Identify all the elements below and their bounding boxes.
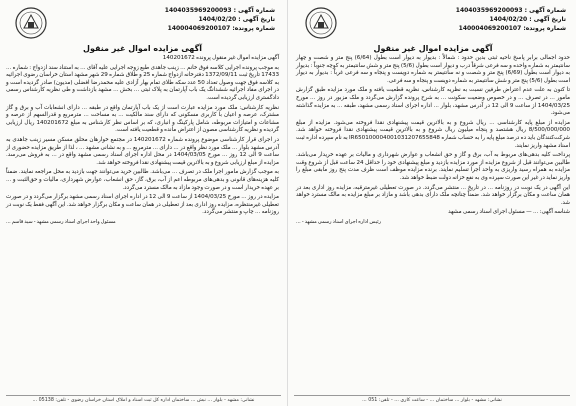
notice-header	[6, 4, 279, 44]
notice-paragraph: حدود اجمالی برابر پاسخ ناحیه ثبتی بدین حدود : شمالاً : بدیوار به دیوار است بطول (6/64) پنج متر و شصت و چهار سانتیمتر به شماره واحده و سه فرعی شرقاً درب و دیوار است بطول (5/6) پنج متر و شش سانتیمتر به کوچه جنوباً : بدیوار به دیوار است بطول (6/69) پنج متر و شصت و نه سانتیمتر به شماره دویست و پنجاه و سه فرعی غرباً : بدیوار به دیوار است بطول (5/6) پنج متر و شش سانتیمتر به شماره دویست و پنجاه و سه فرعی.	[296, 55, 570, 84]
notice-meta	[456, 6, 566, 33]
case-number: شماره پرونده: 140004069200107	[167, 25, 275, 32]
notice-paragraph: پرداخت کلیه بدهی‌های مربوط به آب، برق و گاز و حق انشعاب و عوارض شهرداری و مالیات بر عهده خریدار می‌باشد. طالبین می‌توانند قبل از شروع مزایده از مورد مزایده بازدید و مبلغ پیشنهادی خود را حداقل 24 ساعت قبل از شروع وقت مزایده به همراه رسید واریزی به واحد اجرا تسلیم نمایند. برنده مزایده موظف است ظرف مدت پنج روز مابقی مبلغ را واریز نماید در غیر این صورت سپرده وی به نفع خزانه دولت ضبط خواهد شد.	[296, 152, 571, 181]
notice-paragraph: مزایده در روز ... مورخ 1404/03/25 از ساعت 9 الی 12 در اداره اجرای اسناد رسمی مشهد برگزار می‌گردد و در صورت تعطیلی غیرمنتظره، مزایده روز اداری بعد از تعطیلی در همان ساعت و مکان برگزار خواهد شد. این آگهی فقط یک نوبت در روزنامه ... چاپ و منتشر می‌گردد.	[6, 194, 280, 216]
notice-body	[6, 55, 279, 225]
signature-line: مسئول واحد اجرای اسناد رسمی مشهد - سید قاسم ...	[6, 218, 116, 225]
notice-paragraph: این آگهی در یک نوبت در روزنامه ... در تاریخ ... منتشر می‌گردد. در صورت تعطیلی غیرمترقبه، مزایده روز اداری بعد در همان ساعت و مکان برگزار خواهد شد. ضمناً چنانچه ملک دارای بدهی باشد و مازاد بر مبلغ مزایده به مالک مسترد خواهد شد.	[296, 184, 570, 206]
notice-meta	[165, 6, 275, 33]
notice-paragraph: به موجب گزارش مامور اجرا ملک در تصرف ... می‌باشد. طالبین خرید می‌توانند جهت بازدید به محل مراجعه نمایند. ضمناً کلیه هزینه‌های قانونی و بدهی‌های مربوطه اعم از آب، برق، گاز، حق انشعاب، عوارض شهرداری، مالیات و حق‌الثبت و ... بر عهده خریدار است و در صورت وجود مازاد به مالک مسترد می‌گردد.	[6, 169, 279, 191]
notice-paragraph: تا کنون به علت عدم اعتراض طرفین نسبت به نظریه کارشناس، نظریه قطعیت یافته و ملک مورد مزایده طبق گزارش مامور ... در تصرف ... و در خصوص وضعیت سکونت ... به شرح پرونده گزارش می‌گردد و ملک مزبور در روز ... مورخ 1404/03/25 از ساعت 9 الی 12 در آدرس مشهد، بلوار ... اداره اجرای اسناد رسمی مشهد، طبقه ... به مزایده گذاشته می‌شود.	[296, 87, 571, 117]
notice-paragraph: آگهی مزایده اموال غیر منقول پرونده 140201672	[162, 55, 279, 61]
registry-emblem-icon	[304, 6, 338, 40]
registry-emblem-icon	[14, 6, 48, 40]
notice-title: آگهی مزایده اموال غیر منقول	[83, 44, 202, 53]
notice-number: شماره آگهی : 1404035969200093	[164, 7, 275, 14]
notice-footer: نشانی: مشهد - بلوار ... ساختمان ... - ساعت کاری ... - تلفن: 051 ...	[294, 395, 570, 404]
notice-title: آگهی مزایده اموال غیر منقول	[373, 44, 493, 53]
notice-date: تاریخ آگهی : 1404/02/20	[198, 16, 275, 23]
notice-header	[296, 4, 570, 44]
notice-paragraph: به موجب پرونده اجرایی کلاسه فوق خانم ... زینب جاهدی طبع زوجه اجرایی علیه آقای ... به استناد سند ازدواج : شماره ... 17433 تاریخ ثبت 1372/09/11 دفترخانه ازدواج شماره 25 و طلاق شماره 29 شهر مشهد استان خراسان رضوی اجرائیه به کلاسه فوق جهت وصول تعداد 50 عدد سکه طلای تمام بهار آزادی علیه محمدرضا افضلی (مدیون) صادر گردیده است و در اجرای مفاد اجرائیه ششدانگ یک باب آپارتمان به پلاک ثبتی ... بخش ... مشهد بازداشت و طی نظریه کارشناس رسمی دادگستری ارزیابی گردیده است.	[6, 64, 280, 101]
case-number: شماره پرونده: 140004069200107	[458, 25, 566, 32]
notice-paragraph: شناسه آگهی: ... — مسئول اجرای اسناد رسمی مشهد	[448, 209, 570, 216]
notice-page-right	[288, 0, 576, 406]
notice-paragraph: در اجرای قرار کارشناسی موضوع پرونده شماره 140201672 در مجتمع خوارهان محلق مسکن مسیر زینب جاهدی به آدرس مشهد بلوار ... ملک مورد نظر واقع در ... دارای ... مترمربع ... و به نشانی مشهد ... ، لذا از طریق مزایده حضوری از ساعت 9 الی 12 روز ... مورخ 1404/03/05 در محل اداره اجرای اسناد رسمی مشهد واقع در ... به فروش می‌رسد. مزایده از مبلغ ارزیابی شروع و به بالاترین قیمت پیشنهادی نقدا فروخته خواهد شد.	[6, 136, 280, 166]
notice-number: شماره آگهی : 1404035969200093	[455, 7, 566, 14]
notice-footer: نشانی: مشهد - بلوار ... نبش ... ساختمان اداره کل ثبت اسناد و املاک استان خراسان رضوی - تلفن: 05138 ...	[6, 395, 281, 404]
notice-paragraph: نظریه کارشناس: ملک مورد مزایده عبارت است از یک باب آپارتمان واقع در طبقه ... دارای انشعابات آب و برق و گاز مشترک، عرصه و اعیان با کاربری مسکونی که دارای سند مالکیت ... به مساحت ... مترمربع و قدرالسهم از عرصه و مشاعات و امتیازات مربوطه، شامل پارکینگ و انباری، که بر اساس نظر کارشناس به مبلغ 140201672 ریال ارزیابی گردیده و نظریه کارشناسی مصون از اعتراض مانده و قطعیت یافته است.	[6, 104, 279, 134]
notice-paragraph: مزایده از مبلغ پایه کارشناسی ... ریال شروع و به بالاترین قیمت پیشنهادی نقدا فروخته می‌شود. مزایده از مبلغ 8/500/000/000 ریال هشتصد و پنجاه میلیون ریال شروع و به بالاترین قیمت پیشنهادی نقدا فروخته خواهد شد. شرکت‌کنندگان باید ده درصد مبلغ پایه را به حساب شماره IR650100004001031207655848 به نام سپرده اداره ثبت اسناد مشهد واریز نمایند.	[296, 119, 570, 149]
notice-date: تاریخ آگهی : 1404/02/20	[489, 16, 566, 23]
signature-line: رئیس اداره اجرای اسناد رسمی مشهد - ...	[296, 218, 382, 225]
notice-body	[296, 55, 570, 225]
